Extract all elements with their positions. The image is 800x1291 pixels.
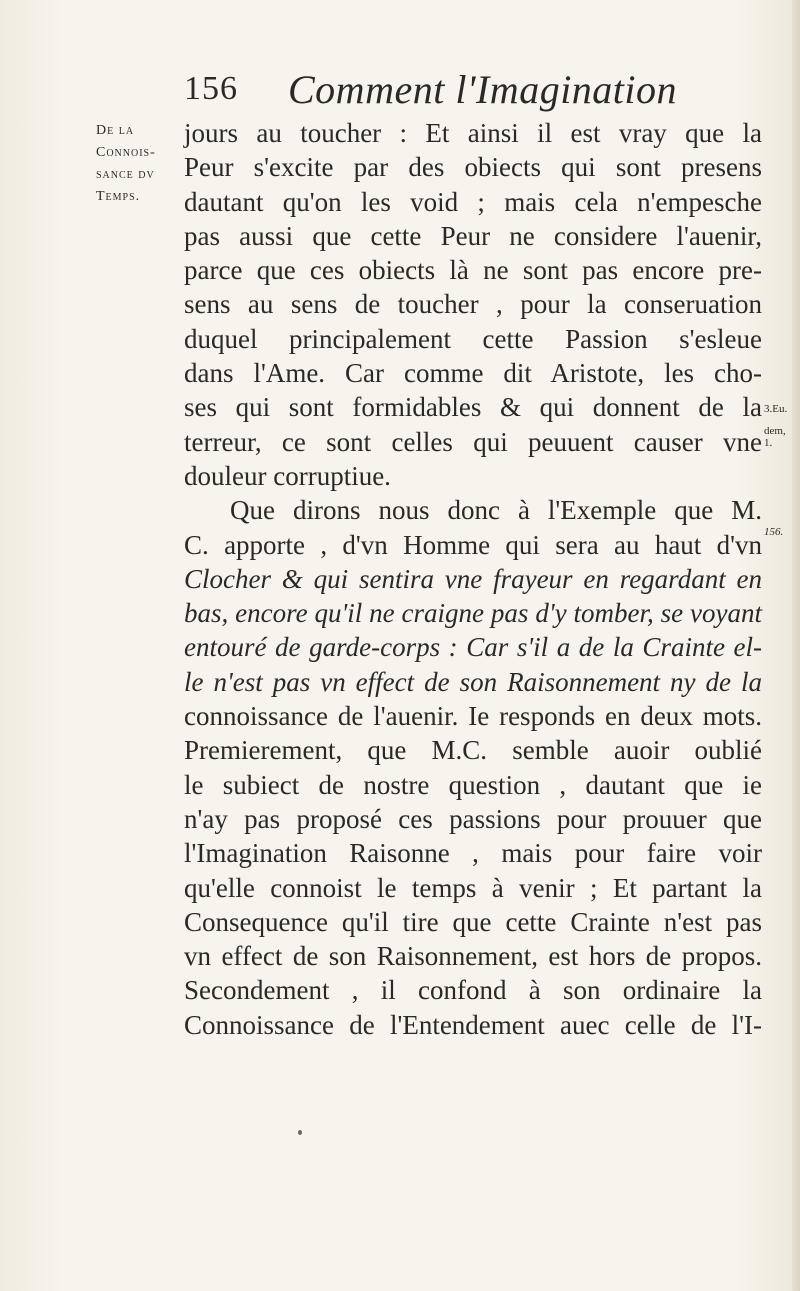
margin-note-line: Temps.	[96, 189, 141, 204]
text-line: qu'elle connoist le temps à venir ; Et partant la	[184, 872, 762, 903]
text-line: le n'est pas vn effect de son Raisonnement ny de la	[184, 666, 762, 697]
body-text	[184, 116, 762, 1042]
text-line: bas, encore qu'il ne craigne pas d'y tomber, se voyant	[184, 598, 762, 629]
text-line: l'Imagination Raisonne , mais pour faire voir	[184, 838, 762, 869]
running-title: Comment l'Imagination	[288, 67, 678, 112]
text-line: sens au sens de toucher , pour la conseruation	[184, 289, 762, 320]
text-line: duquel principalement cette Passion s'esleue	[184, 323, 762, 354]
right-margin-note: dem,	[764, 425, 786, 437]
text-line: vn effect de son Raisonnement, est hors de propos.	[184, 941, 762, 972]
margin-note-line: De la	[96, 123, 135, 138]
text-line: Peur s'excite par des obiects qui sont presens	[184, 152, 762, 183]
text-line: n'ay pas proposé ces passions pour prouuer que	[184, 803, 762, 834]
margin-note-line: Connois-	[96, 145, 156, 160]
text-line: Secondement , il confond à son ordinaire la	[184, 975, 762, 1006]
text-line: Connoissance de l'Entendement auec celle de l'I-	[184, 1009, 762, 1040]
text-line: Que dirons nous donc à l'Exemple que M.	[230, 495, 762, 526]
text-line: parce que ces obiects là ne sont pas encore pre-	[184, 255, 762, 286]
ink-spot	[298, 1130, 302, 1135]
left-margin-note	[96, 120, 186, 208]
text-line: C. apporte , d'vn Homme qui sera au haut d'vn	[184, 529, 762, 560]
text-line: jours au toucher : Et ainsi il est vray que la	[184, 118, 762, 148]
page-number: 156	[184, 70, 238, 107]
running-head	[184, 66, 744, 114]
text-line: douleur corruptiue.	[184, 460, 391, 491]
text-line: Consequence qu'il tire que cette Crainte n'est pas	[184, 906, 762, 937]
right-margin-note: 156.	[764, 526, 784, 538]
text-line: Premierement, que M.C. semble auoir oublié	[184, 735, 762, 766]
text-line: terreur, ce sont celles qui peuuent causer vne	[184, 426, 762, 457]
right-margin-note: 3.Eu.	[764, 403, 788, 415]
text-line: dans l'Ame. Car comme dit Aristote, les cho-	[184, 358, 762, 389]
text-line: connoissance de l'auenir. Ie responds en deux mots.	[184, 701, 762, 732]
text-line: dautant qu'on les void ; mais cela n'empesche	[184, 186, 762, 217]
text-line: le subiect de nostre question , dautant que ie	[184, 769, 762, 800]
text-line: ses qui sont formidables & qui donnent de la	[184, 392, 762, 423]
margin-note-line: sance dv	[96, 167, 155, 182]
page-edge-shadow	[792, 0, 800, 1291]
text-line: entouré de garde-corps : Car s'il a de la Crainte el-	[184, 632, 762, 663]
text-line: pas aussi que cette Peur ne considere l'auenir,	[184, 220, 762, 251]
text-line: Clocher & qui sentira vne frayeur en regardant en	[184, 563, 762, 594]
right-margin-note: 1.	[764, 437, 773, 449]
